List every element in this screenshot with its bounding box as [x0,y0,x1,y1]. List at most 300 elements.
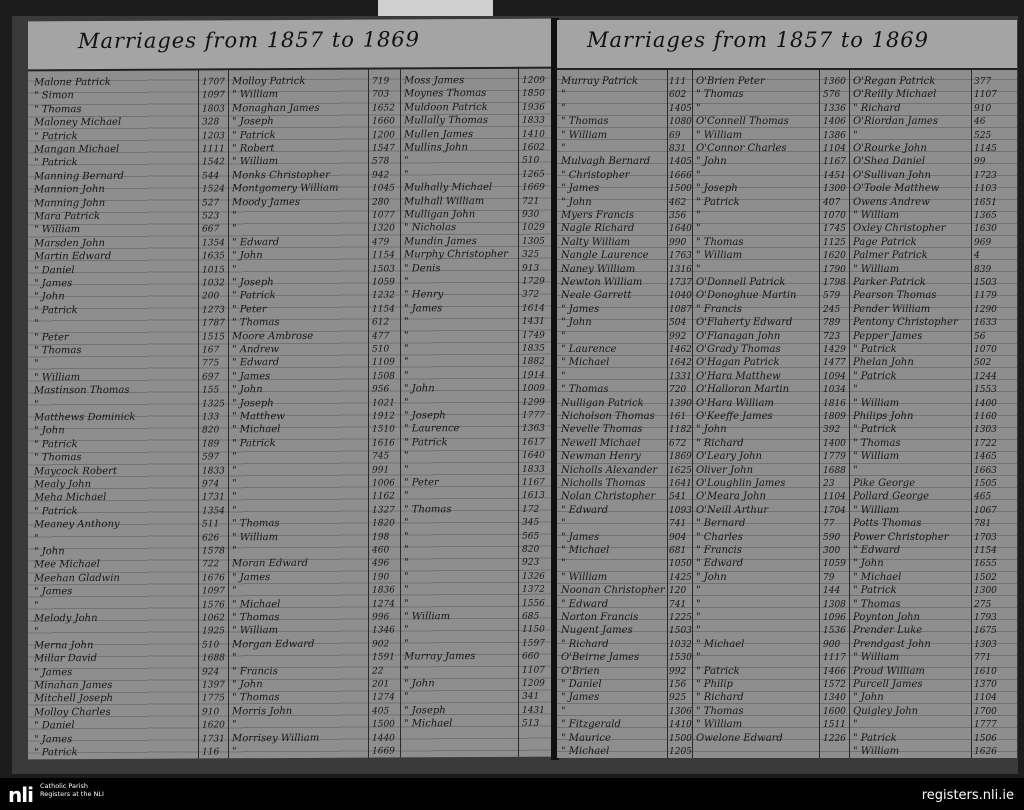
entry-number: 745 [372,451,390,462]
entry-name: " Michael [561,545,610,556]
entry-number: 720 [669,385,687,396]
entry-name: Meha Michael [34,492,107,504]
entry-name: " William [561,129,608,141]
entry-name: Myers Francis [561,210,634,221]
entry-name: " Daniel [34,720,75,732]
entry-number: 741 [669,519,687,530]
entry-number: 1244 [974,371,997,382]
entry-number: 460 [372,545,390,556]
entry-name: " Charles [696,531,743,543]
entry-number: 1087 [669,304,692,315]
entry-number: 1675 [974,626,997,637]
entry-number: 697 [202,372,220,383]
entry-number: 465 [974,492,992,503]
scanner-tab [378,0,493,16]
entry-number: 77 [823,519,835,530]
entry-number: 974 [202,479,220,490]
entry-name: " [404,169,409,181]
right-page-header: Marriages from 1857 to 1869 [587,28,930,52]
entry-number: 1015 [202,264,225,276]
entry-number: 167 [202,345,220,356]
entry-number: 1103 [974,184,997,195]
entry-number: 1503 [974,278,997,288]
entry-number: 111 [669,77,687,87]
entry-number: 1793 [974,613,997,623]
entry-name: " Simon [34,90,74,102]
entry-number: 820 [202,425,220,436]
entry-number: 190 [372,572,390,583]
entry-number: 590 [823,532,841,543]
entry-number: 1803 [202,104,225,115]
entry-name: " Patrick [853,344,897,355]
entry-number: 1117 [823,653,846,664]
entry-number: 1386 [823,130,846,141]
entry-number: 1547 [372,143,395,154]
entry-number: 1731 [202,733,225,745]
entry-number: 1642 [669,358,692,369]
entry-number: 1410 [522,129,545,140]
entry-number: 1050 [669,559,692,570]
entry-name: " Thomas [696,705,744,717]
entry-name: " Patrick [34,505,78,518]
entry-name: O'Meara John [696,491,766,503]
entry-number: 1465 [974,452,997,463]
entry-number: 1029 [522,223,545,234]
entry-number: 667 [202,224,220,235]
entry-name: " [232,223,237,235]
entry-name: Nulligan Patrick [561,397,644,409]
entry-name: " William [696,129,743,141]
entry-name: " Thomas [232,317,280,329]
entry-name: " William [853,746,900,757]
entry-name: Morrisey William [232,732,320,744]
entry-name: " [561,102,566,114]
entry-name: O'Grady Thomas [696,344,781,355]
entry-name: " William [232,156,279,168]
entry-name: " Nicholas [404,222,457,234]
entry-name: " Daniel [34,264,75,276]
entry-number: 1775 [202,693,225,704]
entry-number: 1107 [974,90,997,101]
entry-name: " Thomas [404,503,452,516]
entry-number: 1274 [372,599,395,610]
entry-number: 1308 [823,599,846,610]
entry-number: 1340 [823,693,846,704]
entry-number: 1363 [522,424,545,435]
entry-number: 1707 [202,77,225,88]
left-page-header: Marriages from 1857 to 1869 [78,27,421,54]
entry-name: " [561,705,566,717]
entry-name: Marsden John [34,237,105,250]
entry-number: 1620 [202,720,225,731]
entry-name: " Richard [696,437,744,449]
nli-logo[interactable]: nli [8,783,33,807]
entry-name: " [853,384,858,396]
entry-number: 1316 [669,264,692,275]
entry-name: O'Flaherty Edward [696,317,793,329]
entry-name: " William [696,250,743,262]
entry-number: 1666 [669,170,692,181]
entry-name: " [404,370,409,382]
entry-name: Pike George [853,478,916,489]
entry-number: 392 [823,425,841,436]
entry-number: 1021 [372,398,395,409]
entry-name: " Michael [696,638,745,650]
entry-name: " Daniel [561,679,602,690]
entry-name: O'Keeffe James [696,411,773,422]
entry-number: 1572 [823,680,846,690]
entry-number: 1109 [372,357,395,368]
entry-name: " Patrick [853,732,897,744]
entry-number: 161 [669,412,687,422]
entry-number: 56 [974,331,986,342]
entry-name: " John [696,571,727,583]
entry-name: " Henry [404,289,444,301]
entry-number: 1290 [974,304,997,315]
entry-number: 1032 [669,639,692,650]
entry-number: 462 [669,197,687,208]
entry-number: 1912 [372,411,395,422]
entry-number: 1610 [974,666,997,677]
entry-name: O'Loughlin James [696,478,786,489]
entry-number: 1150 [522,625,545,636]
entry-number: 280 [372,197,390,208]
entry-name: " James [34,733,73,745]
entry-number: 1620 [823,251,846,262]
entry-name: Minahan James [34,679,113,692]
entry-number: 1040 [669,291,692,302]
entry-name: " [404,490,409,502]
entry-name: Philips John [853,411,914,422]
entry-name: " Francis [696,303,742,315]
entry-name: " [404,155,409,167]
entry-number: 1703 [974,532,997,543]
entry-name: Monaghan James [232,102,320,115]
entry-name: Moynes Thomas [404,88,487,100]
entry-name: " John [404,383,435,395]
entry-name: " James [561,692,600,704]
entry-name: " Denis [404,262,441,274]
entry-name: " Patrick [853,585,897,597]
entry-name: " William [34,371,81,384]
entry-number: 992 [669,331,687,342]
entry-name: " Michael [232,424,281,436]
entry-name: " [853,464,858,476]
entry-number: 1093 [669,505,692,516]
entry-number: 1737 [669,278,692,288]
entry-number: 1530 [669,653,692,664]
entry-name: Morris John [232,705,293,718]
footer-bar [0,778,1024,810]
entry-number: 1209 [522,75,545,86]
entry-number: 1669 [522,182,545,193]
entry-name: Palmer Patrick [853,250,928,262]
right-header-band [557,20,1017,70]
entry-name: " Thomas [853,437,901,449]
entry-name: " [232,585,237,597]
entry-number: 1203 [202,130,225,142]
entry-name: " Peter [232,303,267,316]
entry-name: Page Patrick [853,236,917,248]
entry-number: 1094 [823,371,846,382]
entry-number: 789 [823,318,841,329]
entry-name: " Thomas [232,518,280,530]
entry-number: 201 [372,679,390,690]
entry-number: 1787 [202,318,225,329]
entry-number: 1502 [974,572,997,583]
entry-number: 1749 [522,330,545,341]
entry-number: 1406 [823,117,846,128]
entry-name: Manning John [34,197,106,209]
entry-number: 1225 [669,613,692,623]
entry-name: " William [232,531,279,543]
right-entries [557,76,1017,758]
entry-number: 1032 [202,278,225,289]
entry-number: 1925 [202,626,225,637]
entry-name: " [404,463,409,475]
entry-name: " [232,545,237,557]
entry-number: 1542 [202,157,225,168]
entry-name: " Edward [561,504,609,516]
entry-name: " John [232,250,263,262]
entry-name: Norton Francis [561,612,639,623]
entry-name: Monks Christopher [232,169,330,182]
entry-number: 1209 [522,678,545,689]
entry-number: 1763 [669,251,692,262]
entry-number: 1111 [202,144,225,155]
entry-name: " James [34,586,73,598]
entry-number: 1704 [823,505,846,516]
entry-number: 1440 [372,733,395,744]
entry-number: 1059 [823,559,846,570]
entry-name: Parker Patrick [853,277,926,288]
entry-name: " [404,329,409,341]
entry-number: 527 [202,197,220,209]
entry-name: " Michael [853,571,902,583]
entry-name: " Michael [561,357,610,369]
entry-number: 1429 [823,345,846,355]
entry-number: 913 [522,263,540,274]
entry-number: 741 [669,599,687,610]
entry-name: Meehan Gladwin [34,572,120,585]
entry-name: " Matthew [232,411,285,423]
entry-name: Owelone Edward [696,732,783,744]
entry-name: " [232,478,237,490]
entry-name: " Christopher [561,169,630,181]
entry-number: 1265 [522,169,545,180]
entry-number: 1688 [823,465,846,476]
entry-number: 1327 [372,505,395,516]
entry-number: 341 [522,692,540,703]
entry-name: " James [232,370,271,383]
entry-number: 1809 [823,412,846,422]
entry-number: 133 [202,412,220,423]
left-header-band [28,19,553,72]
entry-number: 1790 [823,264,846,275]
entry-number: 511 [202,519,220,530]
entry-name: " Joseph [232,116,274,128]
entry-name: O'Brien [561,665,600,677]
entry-number: 1462 [669,345,692,355]
entry-number: 1300 [823,184,846,195]
entry-number: 579 [823,291,841,302]
entry-number: 541 [669,492,687,503]
entry-name: " Thomas [561,116,609,128]
entry-number: 1431 [522,705,545,716]
entry-name: Nicholls Alexander [561,464,658,476]
entry-name: " [34,599,39,611]
entry-number: 1676 [202,573,225,584]
entry-name: O'Hara William [696,397,774,409]
entry-number: 325 [522,249,540,260]
entry-number: 597 [202,452,220,463]
entry-name: O'Beirne James [561,652,640,664]
entry-name: " James [34,278,73,290]
entry-name: Matthews Dominick [34,411,136,424]
entry-name: " [696,210,701,221]
entry-name: Moody James [232,196,301,208]
entry-number: 820 [522,544,540,555]
entry-name: " [561,143,566,154]
site-url[interactable]: registers.nli.ie [921,788,1014,803]
entry-number: 612 [372,317,390,328]
entry-name: " William [232,625,279,637]
entry-name: Murphy Christopher [404,249,508,261]
entry-number: 1779 [823,452,846,463]
entry-number: 1798 [823,278,846,288]
entry-name: O'Donoghue Martin [696,290,797,302]
entry-number: 1663 [974,465,997,476]
entry-name: Mullen James [404,128,474,140]
entry-number: 4 [974,251,980,262]
entry-name: Martin Edward [34,251,112,263]
entry-name: Mullally Thomas [404,115,488,127]
entry-name: " Richard [696,692,744,704]
entry-name: O'Hagan Patrick [696,357,780,369]
entry-number: 1400 [823,438,846,449]
entry-name: O'Regan Patrick [853,76,936,87]
entry-number: 1179 [974,291,997,302]
entry-number: 502 [974,358,992,369]
entry-name: Purcell James [853,679,923,690]
entry-number: 479 [372,237,390,248]
entry-name: " [696,263,701,275]
entry-name: " [232,491,237,503]
entry-number: 275 [974,599,992,610]
entry-name: Melody John [34,613,98,625]
entry-name: " Robert [232,143,275,155]
entry-name: " William [853,504,900,516]
entry-name: Malone Patrick [34,76,111,89]
entry-name: Montgomery William [232,182,339,195]
entry-number: 1205 [669,747,692,757]
entry-number: 956 [372,384,390,395]
entry-number: 924 [202,666,220,678]
entry-name: O'Hara Matthew [696,370,781,382]
entry-name: Newell Michael [561,437,641,449]
entry-number: 1400 [974,398,997,409]
entry-name: " William [404,611,451,623]
entry-number: 1515 [202,331,225,343]
entry-number: 723 [823,331,841,342]
entry-name: O'Connor Charles [696,143,787,154]
entry-number: 156 [669,680,687,690]
entry-number: 1006 [372,478,395,489]
entry-name: " [561,518,566,530]
entry-number: 544 [202,171,220,182]
entry-name: Mealy John [34,479,92,491]
entry-name: " Peter [404,477,439,489]
entry-number: 703 [372,89,390,100]
entry-name: " [853,129,858,141]
entry-number: 1299 [522,397,545,408]
entry-name: " [404,276,409,288]
entry-name: " [853,719,858,731]
entry-number: 1070 [974,345,997,355]
entry-number: 1745 [823,224,846,235]
entry-number: 407 [823,197,841,208]
entry-name: " William [853,210,900,221]
entry-name: " [232,451,237,463]
entry-name: Oliver John [696,464,754,476]
entry-name: " Joseph [404,410,446,422]
entry-number: 1576 [202,599,225,611]
entry-name: " Patrick [34,747,78,759]
entry-number: 1303 [974,639,997,650]
entry-name: Mannion John [34,184,105,196]
entry-number: 1145 [974,144,997,154]
entry-name: Manning Bernard [34,170,124,183]
entry-name: " Joseph [696,183,738,195]
entry-name: " Bernard [696,518,746,530]
entry-name: " [232,746,237,758]
entry-number: 910 [202,707,220,718]
entry-number: 1669 [372,746,395,757]
entry-number: 377 [974,77,992,87]
entry-name: Mastinson Thomas [34,385,130,397]
entry-name: " [561,558,566,570]
entry-number: 189 [202,439,220,450]
entry-number: 775 [202,358,220,369]
entry-number: 155 [202,385,220,396]
entry-name: " James [404,303,443,315]
entry-name: Moran Edward [232,558,309,570]
entry-name: " Patrick [696,196,740,208]
entry-number: 1097 [202,90,225,101]
entry-number: 1700 [974,706,997,717]
entry-number: 1360 [823,77,846,87]
entry-name: " Patrick [34,157,78,169]
entry-number: 578 [372,156,390,167]
entry-number: 79 [823,572,835,583]
entry-name: " Richard [853,102,901,114]
entry-name: " Michael [404,718,453,730]
entry-number: 1553 [974,385,997,396]
entry-name: Mulligan John [404,209,476,221]
entry-name: Murray James [404,651,476,663]
entry-name: " John [232,384,263,396]
entry-name: " [404,624,409,636]
entry-name: " James [561,303,600,315]
entry-number: 1536 [823,626,846,637]
entry-name: " [34,358,39,370]
entry-name: O'Riordan James [853,116,938,128]
entry-name: " Edward [696,558,744,570]
entry-number: 1303 [974,425,997,436]
entry-number: 1600 [823,706,846,717]
entry-name: " [34,318,39,330]
entry-number: 1723 [974,170,997,181]
